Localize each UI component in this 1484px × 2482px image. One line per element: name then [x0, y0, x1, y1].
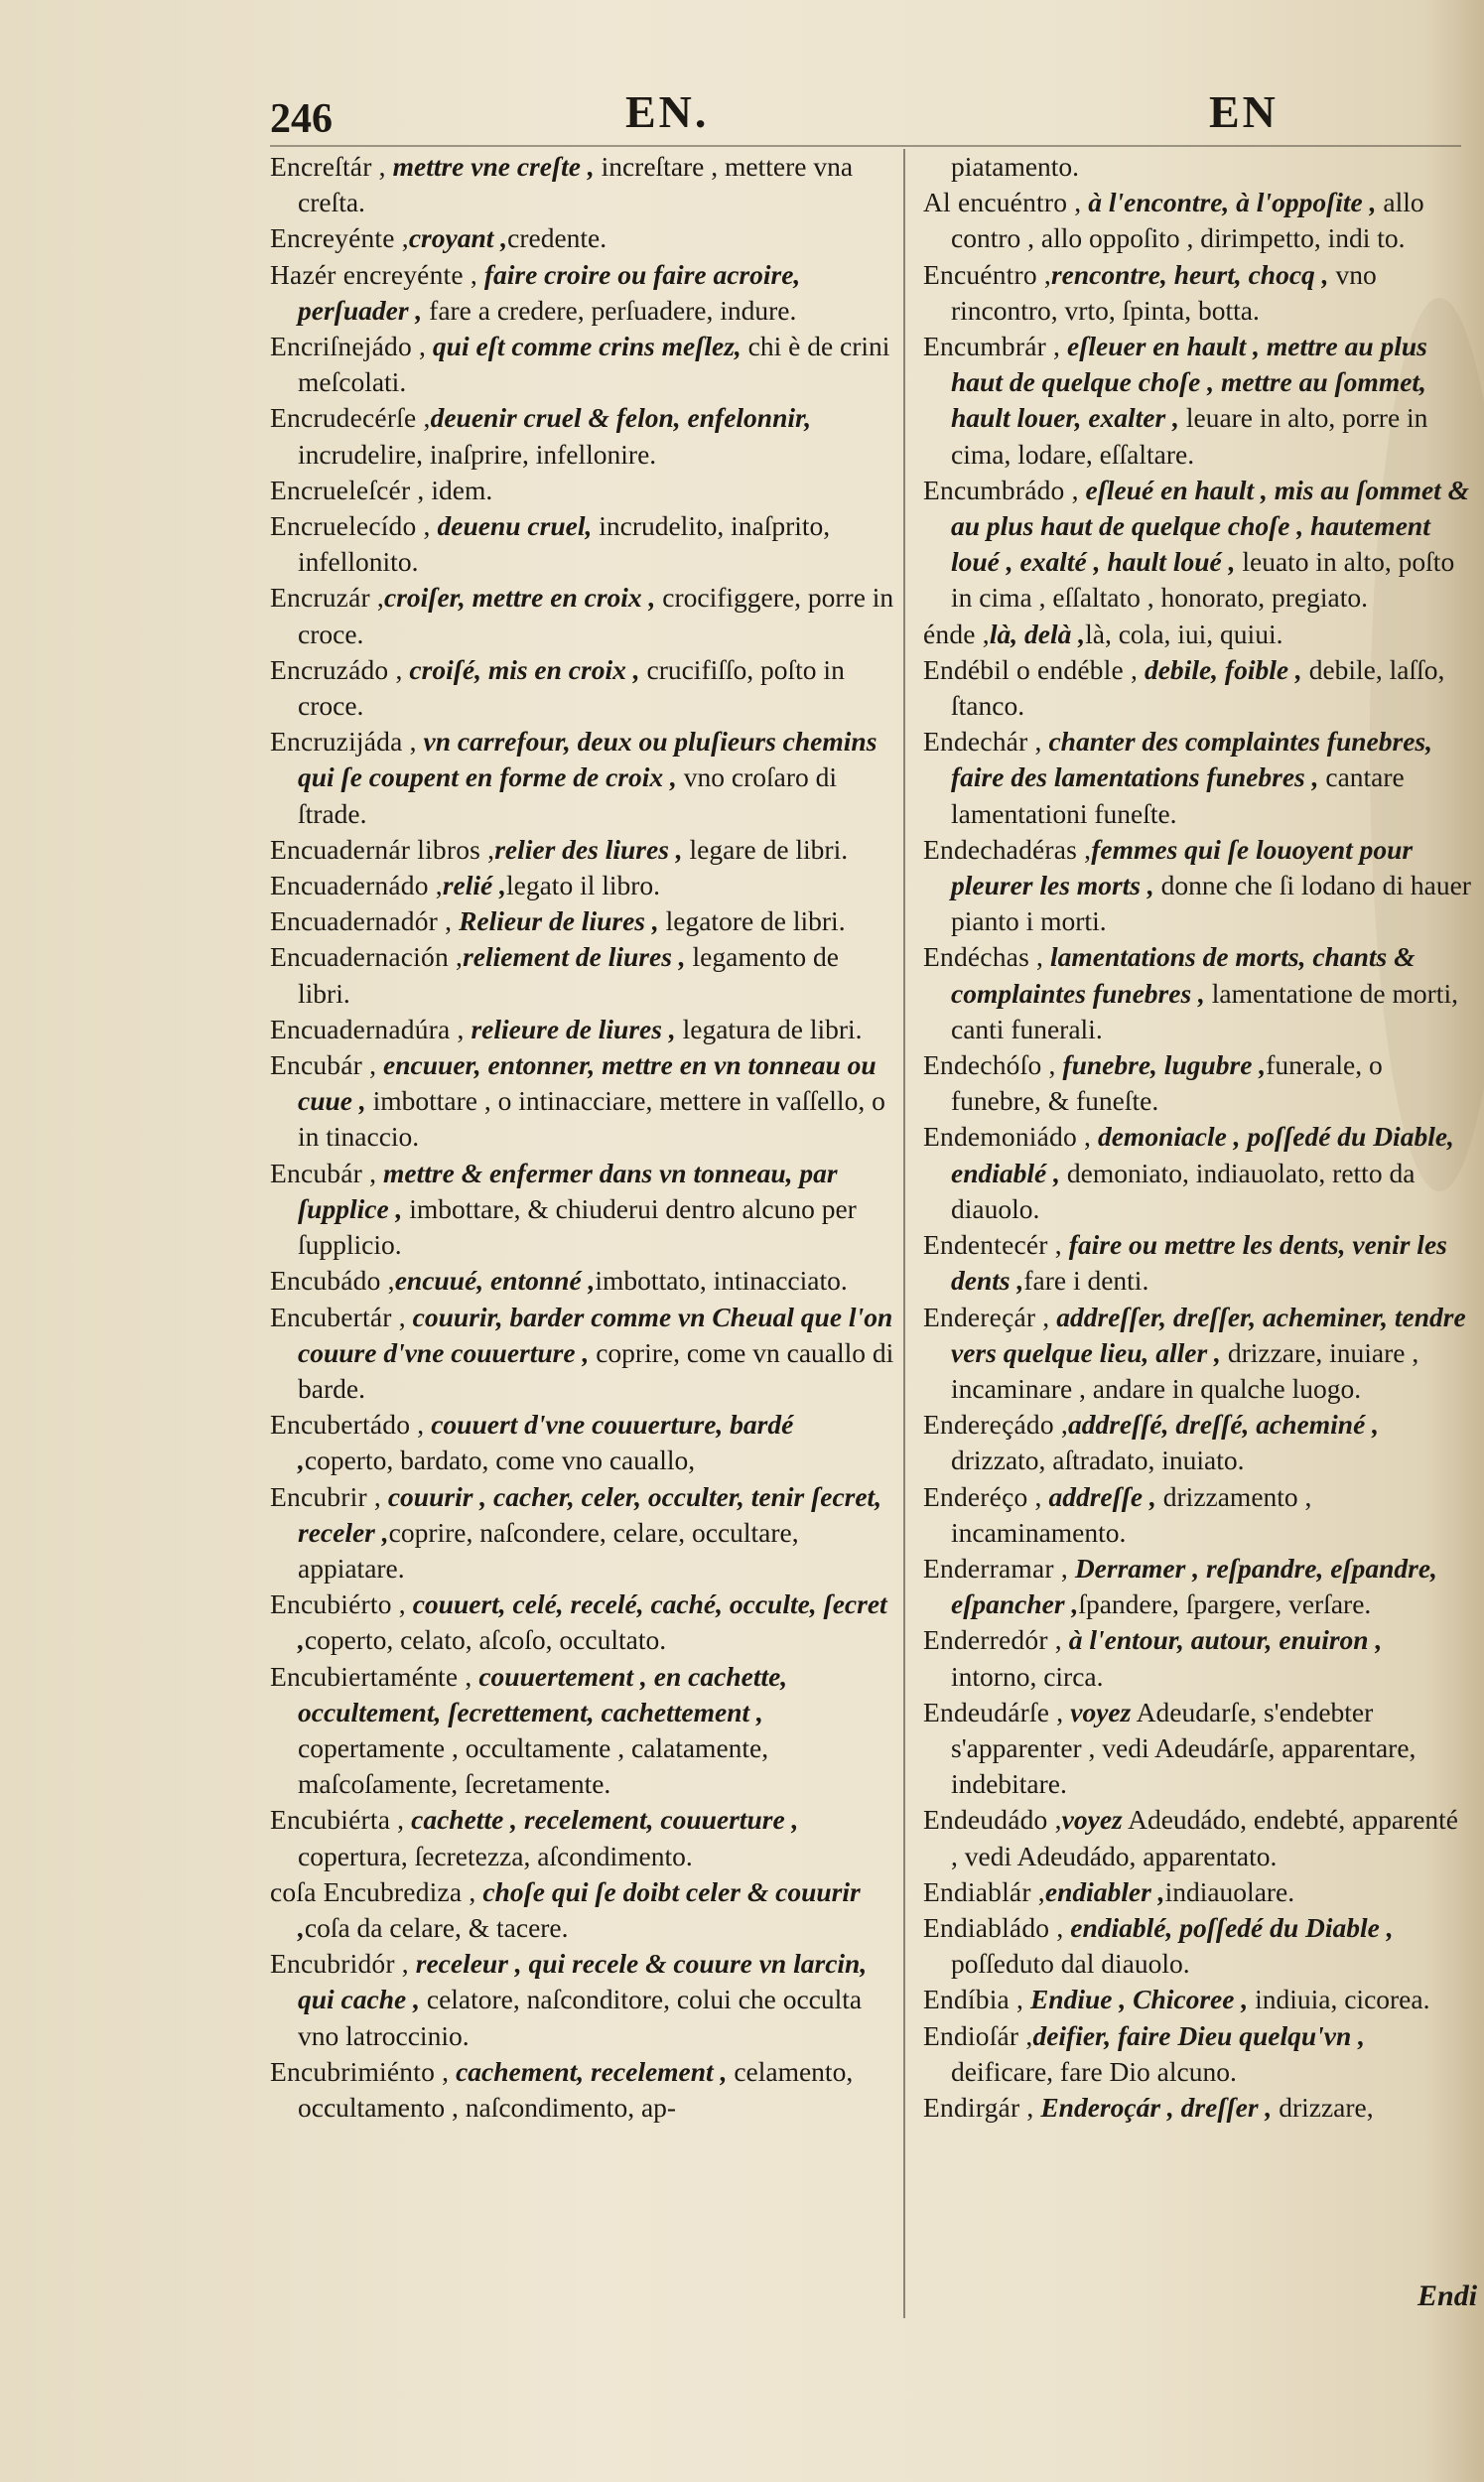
french-gloss: voyez	[1063, 1696, 1132, 1727]
running-head-left: EN.	[625, 86, 710, 137]
headword: coſa Encubrediza ,	[270, 1875, 476, 1907]
italian-gloss: leuato in alto, poſto in cima , eſſaltato , honorato, pregiato.	[951, 546, 1455, 614]
page-number: 246	[270, 96, 333, 142]
headword: Endechadéras ,	[923, 833, 1092, 865]
catchword: Endi	[1417, 2279, 1478, 2312]
dictionary-entry	[270, 1407, 895, 1478]
italian-gloss: credente.	[507, 222, 607, 254]
headword: Encumbrár ,	[923, 331, 1061, 362]
french-gloss: couurir, barder comme vn Cheual que l'on couure d'vne couuerture ,	[298, 1301, 893, 1368]
dictionary-entry	[923, 617, 1471, 652]
french-gloss: endiablé, poſſedé du Diable ,	[1063, 1911, 1394, 1943]
french-gloss: à l'entour, autour, enuiron ,	[1061, 1624, 1383, 1656]
dictionary-entry	[923, 832, 1471, 940]
headword: Encubár ,	[270, 1049, 377, 1081]
italian-gloss: celamento, occultamento , naſcondimento, ap-	[298, 2055, 854, 2123]
dictionary-entry	[270, 329, 895, 400]
dictionary-entry	[270, 1300, 895, 1408]
dictionary-entry	[923, 1119, 1471, 1227]
french-gloss: addreſſe ,	[1041, 1480, 1156, 1512]
italian-gloss: coſa da celare, & tacere.	[304, 1911, 569, 1943]
headword: Encubertár ,	[270, 1301, 406, 1332]
dictionary-entry	[270, 724, 895, 832]
italian-gloss: deificare, fare Dio alcuno.	[951, 2055, 1237, 2087]
headword: Encreſtár ,	[270, 151, 386, 182]
french-gloss: eſleué en hault , mis au ſommet & au plus haut de quelque choſe , hautement loué , exalté , hault loué ,	[951, 474, 1470, 578]
dictionary-entry	[923, 939, 1471, 1047]
headword: Endébil o endéble ,	[923, 653, 1139, 685]
headword: Encruzádo ,	[270, 653, 403, 685]
italian-gloss: imbottare, & chiuderui dentro alcuno per ſupplicio.	[298, 1192, 857, 1261]
french-gloss: couurir , cacher, celer, occulter, tenir ſecret, receler ,	[298, 1480, 882, 1548]
headword: Encuadernadúra ,	[270, 1013, 465, 1044]
dictionary-entry	[923, 1479, 1471, 1551]
french-gloss: Derramer , reſpandre, eſpandre, eſpancher ,	[951, 1552, 1437, 1620]
italian-gloss: chi è de crini meſcolati.	[298, 331, 890, 398]
italian-gloss: incrudelito, inaſprito, infellonito.	[298, 510, 831, 578]
headword: Encubiérto ,	[270, 1588, 406, 1620]
headword: Encubár ,	[270, 1157, 377, 1188]
french-gloss: couuertement , en cachette, occultement, ſecrettement, cachettement ,	[298, 1660, 788, 1727]
french-gloss: mettre & enfermer dans vn tonneau, par ſupplice ,	[298, 1157, 838, 1224]
italian-gloss: coprire, come vn cauallo di barde.	[298, 1336, 894, 1404]
french-gloss: vn carrefour, deux ou pluſieurs chemins qui ſe coupent en forme de croix ,	[298, 726, 877, 793]
italian-gloss: imbottare , o intinacciare, mettere in vaſſello, o in tinaccio.	[298, 1085, 885, 1153]
headword: Encuadernadór ,	[270, 905, 453, 937]
italian-gloss: piatamento.	[951, 151, 1080, 182]
italian-gloss: coperto, bardato, come vno cauallo,	[304, 1445, 696, 1476]
italian-gloss: legamento de libri.	[298, 941, 839, 1009]
italian-gloss: debile, laſſo, ſtanco.	[951, 653, 1445, 722]
french-gloss: eſleuer en hault , mettre au plus haut de quelque choſe , mettre au ſommet, hault louer, exalter ,	[951, 331, 1427, 434]
italian-gloss: legato il libro.	[506, 870, 661, 901]
french-gloss: endiabler ,	[1044, 1875, 1165, 1907]
dictionary-entry	[270, 257, 895, 329]
italian-gloss: là, cola, iui, quiui.	[1085, 618, 1283, 649]
dictionary-entry	[923, 1622, 1471, 1694]
headword: Enderéço ,	[923, 1480, 1042, 1512]
french-gloss: Relieur de liures ,	[452, 905, 659, 937]
left-column	[270, 149, 895, 2126]
italian-gloss: legatore de libri.	[658, 905, 846, 937]
french-gloss: debile, foible ,	[1138, 653, 1302, 685]
header-rule	[270, 145, 1461, 147]
dictionary-entry	[923, 1047, 1471, 1119]
italian-gloss: cantare lamentationi funeſte.	[951, 761, 1405, 829]
italian-gloss: drizzamento , incaminamento.	[951, 1480, 1312, 1548]
french-gloss: couuert, celé, recelé, caché, occulte, ſecret ,	[298, 1588, 887, 1656]
dictionary-entry	[270, 1263, 895, 1299]
french-gloss: couuert d'vne couuerture, bardé ,	[298, 1409, 794, 1476]
dictionary-entry	[270, 832, 895, 868]
headword: Encriſnejádo ,	[270, 331, 427, 362]
headword: Encubridór ,	[270, 1948, 409, 1980]
headword: Endiablár ,	[923, 1875, 1045, 1907]
italian-gloss: legare de libri.	[682, 833, 849, 865]
french-gloss: demoniacle , poſſedé du Diable, endiablé ,	[951, 1121, 1454, 1188]
dictionary-entry	[270, 220, 895, 256]
dictionary-entry	[270, 1012, 895, 1047]
french-gloss: lamentations de morts, chants & complaintes funebres ,	[951, 941, 1416, 1009]
french-gloss: reliement de liures ,	[463, 941, 686, 973]
headword: Encrudecérſe ,	[270, 402, 431, 434]
french-gloss: croiſé, mis en croix ,	[402, 653, 640, 685]
headword: Encruelecído ,	[270, 510, 431, 542]
headword: Endéchas ,	[923, 941, 1044, 973]
headword: Endereçár ,	[923, 1301, 1050, 1332]
italian-gloss: lamentatione de morti, canti funerali.	[951, 977, 1458, 1044]
french-gloss: deifier, faire Dieu quelqu'vn ,	[1032, 2019, 1366, 2051]
french-gloss: cachement, recelement ,	[449, 2055, 728, 2087]
french-gloss: Enderoçár , dreſſer ,	[1033, 2091, 1273, 2123]
italian-gloss: drizzare,	[1272, 2091, 1374, 2123]
headword: Endereçádo ,	[923, 1409, 1068, 1441]
headword: Endeudádo ,	[923, 1804, 1062, 1836]
italian-gloss: leuare in alto, porre in cima, lodare, eſſaltare.	[951, 402, 1428, 470]
french-gloss: femmes qui ſe louoyent pour pleurer les morts ,	[951, 833, 1414, 901]
italian-gloss: indiuia, cicorea.	[1248, 1984, 1430, 2015]
french-gloss: deuenu cruel,	[430, 510, 593, 542]
french-gloss: addreſſé, dreſſé, acheminé ,	[1067, 1409, 1380, 1441]
french-gloss: deuenir cruel & felon, enfelonnir,	[430, 402, 812, 434]
dictionary-entry	[270, 1156, 895, 1264]
italian-gloss: drizzato, aſtradato, inuiato.	[951, 1445, 1245, 1476]
headword: Encubiertaménte ,	[270, 1660, 472, 1692]
dictionary-entry	[270, 473, 895, 508]
italian-gloss: indiauolare.	[1164, 1875, 1295, 1907]
headword: Endirgár ,	[923, 2091, 1034, 2123]
italian-gloss: intorno, circa.	[951, 1660, 1104, 1692]
french-gloss: faire ou mettre les dents, venir les dents ,	[951, 1229, 1447, 1297]
italian-gloss: celatore, naſconditore, colui che occulta vno latroccinio.	[298, 1984, 863, 2051]
headword: Encruzijáda ,	[270, 726, 417, 758]
dictionary-entry	[923, 329, 1471, 473]
italian-gloss: vno croſaro di ſtrade.	[298, 761, 838, 829]
french-gloss: rencontre, heurt, chocq ,	[1050, 258, 1329, 290]
dictionary-entry	[270, 1047, 895, 1156]
italian-gloss: Adeudádo, endebté, apparenté , vedi Adeudádo, apparentato.	[951, 1804, 1459, 1871]
french-gloss: relié ,	[442, 870, 506, 901]
italian-gloss: donne che ſi lodano di hauer pianto i morti.	[951, 870, 1471, 937]
dictionary-entry	[270, 149, 895, 220]
dictionary-entry	[270, 1946, 895, 2054]
headword: Encubádo ,	[270, 1265, 395, 1297]
dictionary-entry	[923, 1695, 1471, 1803]
headword: Encubrimiénto ,	[270, 2055, 450, 2087]
headword: Encumbrádo ,	[923, 474, 1079, 505]
french-gloss: voyez	[1061, 1804, 1123, 1836]
headword: Encubrir ,	[270, 1480, 381, 1512]
headword: Encubiérta ,	[270, 1804, 405, 1836]
french-gloss: choſe qui ſe doibt celer & couurir ,	[298, 1875, 861, 1943]
italian-gloss: crucifiſſo, poſto in croce.	[298, 653, 845, 722]
italian-gloss: fare a credere, perſuadere, indure.	[422, 294, 797, 326]
french-gloss: qui eſt comme crins meſlez,	[426, 331, 742, 362]
headword: énde ,	[923, 618, 990, 649]
headword: Encruzár ,	[270, 582, 384, 614]
french-gloss: à l'encontre, à l'oppoſite ,	[1081, 187, 1377, 218]
dictionary-entry	[270, 1874, 895, 1946]
headword: Hazér encreyénte ,	[270, 258, 477, 290]
french-gloss: receleur , qui recele & couure vn larcin, qui cache ,	[298, 1948, 868, 2015]
french-gloss: mettre vne creſte ,	[385, 151, 595, 182]
dictionary-entry	[923, 185, 1471, 256]
dictionary-entry	[923, 2090, 1471, 2126]
dictionary-entry	[270, 652, 895, 724]
french-gloss: faire croire ou faire acroire, perſuader ,	[298, 258, 801, 326]
italian-gloss: drizzare, inuiare , incaminare , andare in qualche luogo.	[951, 1336, 1419, 1404]
french-gloss: chanter des complaintes funebres, faire des lamentations funebres ,	[951, 726, 1432, 793]
headword: Enderredór ,	[923, 1624, 1062, 1656]
french-gloss: addreſſer, dreſſer, acheminer, tendre vers quelque lieu, aller ,	[951, 1301, 1466, 1368]
headword: Encuadernádo ,	[270, 870, 443, 901]
french-gloss: cachette , recelement, couuerture ,	[404, 1804, 799, 1836]
french-gloss: là, delà ,	[989, 618, 1086, 649]
dictionary-entry	[923, 1407, 1471, 1478]
dictionary-entry	[270, 1802, 895, 1873]
dictionary-entry	[923, 1551, 1471, 1622]
dictionary-entry	[270, 939, 895, 1011]
french-gloss: relieure de liures ,	[464, 1013, 676, 1044]
headword: Endechár ,	[923, 726, 1042, 758]
dictionary-entry	[923, 1982, 1471, 2017]
italian-gloss: crocifiggere, porre in croce.	[298, 582, 894, 649]
headword: Endentecér ,	[923, 1229, 1062, 1261]
headword: Endiabládo ,	[923, 1911, 1064, 1943]
italian-gloss: poſſeduto dal diauolo.	[951, 1948, 1190, 1980]
italian-gloss: funerale, o funebre, & funeſte.	[951, 1049, 1383, 1117]
dictionary-entry	[923, 1910, 1471, 1982]
italian-gloss: coperto, celato, aſcoſo, occultato.	[304, 1624, 667, 1656]
dictionary-entry	[270, 1586, 895, 1658]
dictionary-entry	[923, 473, 1471, 617]
dictionary-entry	[923, 257, 1471, 329]
french-gloss: croiſer, mettre en croix ,	[383, 582, 656, 614]
italian-gloss: demoniato, indiauolato, retto da diauolo.	[951, 1157, 1416, 1224]
dictionary-entry	[923, 2018, 1471, 2090]
italian-gloss: incrudelire, inaſprire, infellonire.	[298, 438, 657, 470]
headword: Endioſár ,	[923, 2019, 1033, 2051]
italian-gloss: copertura, ſecretezza, aſcondimento.	[298, 1840, 693, 1871]
french-gloss: encuuer, entonner, mettre en vn tonneau ou cuue ,	[298, 1049, 877, 1117]
dictionary-entry	[270, 868, 895, 903]
italian-gloss: imbottato, intinacciato.	[595, 1265, 848, 1297]
italian-gloss: allo contro , allo oppoſito , dirimpetto, indi to.	[951, 187, 1424, 254]
column-divider	[903, 149, 905, 2318]
italian-gloss: idem.	[424, 474, 493, 505]
italian-gloss: legatura de libri.	[675, 1013, 863, 1044]
dictionary-entry	[923, 1227, 1471, 1299]
running-head-right: EN	[1209, 86, 1279, 137]
headword: Encuadernación ,	[270, 941, 464, 973]
italian-gloss: Adeudarſe, s'endebter s'apparenter , vedi Adeudárſe, apparentare, indebitare.	[951, 1696, 1417, 1800]
headword: Encrueleſcér ,	[270, 474, 425, 505]
headword: Encuéntro ,	[923, 258, 1051, 290]
headword: Al encuéntro ,	[923, 187, 1082, 218]
italian-gloss: fare i denti.	[1023, 1265, 1149, 1297]
italian-gloss: ſpandere, ſpargere, verſare.	[1078, 1588, 1372, 1620]
headword: Encuadernár libros ,	[270, 833, 495, 865]
dictionary-entry	[923, 149, 1471, 185]
dictionary-entry	[923, 1300, 1471, 1408]
headword: Enderramar ,	[923, 1552, 1068, 1584]
headword: Endeudárſe ,	[923, 1696, 1064, 1727]
french-gloss: relier des liures ,	[494, 833, 683, 865]
french-gloss: encuué, entonné ,	[394, 1265, 596, 1297]
dictionary-entry	[270, 400, 895, 472]
headword: Endemoniádo ,	[923, 1121, 1092, 1153]
italian-gloss: vno rincontro, vrto, ſpinta, botta.	[951, 258, 1377, 326]
french-gloss: funebre, lugubre ,	[1055, 1049, 1267, 1081]
italian-gloss: copertamente , occultamente , calatamente, maſcoſamente, ſecretamente.	[298, 1731, 769, 1800]
dictionary-entry	[270, 1479, 895, 1587]
headword: Encreyénte ,	[270, 222, 409, 254]
dictionary-entry	[923, 724, 1471, 832]
french-gloss: Endiue , Chicoree ,	[1023, 1984, 1249, 2015]
dictionary-entry	[923, 1802, 1471, 1873]
dictionary-entry	[270, 580, 895, 651]
italian-gloss: increſtare , mettere vna creſta.	[298, 151, 854, 218]
dictionary-entry	[923, 1874, 1471, 1910]
french-gloss: croyant ,	[408, 222, 508, 254]
dictionary-entry	[270, 903, 895, 939]
dictionary-entry	[270, 1659, 895, 1803]
italian-gloss: coprire, naſcondere, celare, occultare, appiatare.	[298, 1516, 799, 1584]
headword: Endechóſo ,	[923, 1049, 1056, 1081]
headword: Encubertádo ,	[270, 1409, 425, 1441]
dictionary-entry	[270, 2054, 895, 2126]
headword: Endíbia ,	[923, 1984, 1024, 2015]
dictionary-entry	[270, 508, 895, 580]
dictionary-entry	[923, 652, 1471, 724]
right-column	[923, 149, 1471, 2126]
